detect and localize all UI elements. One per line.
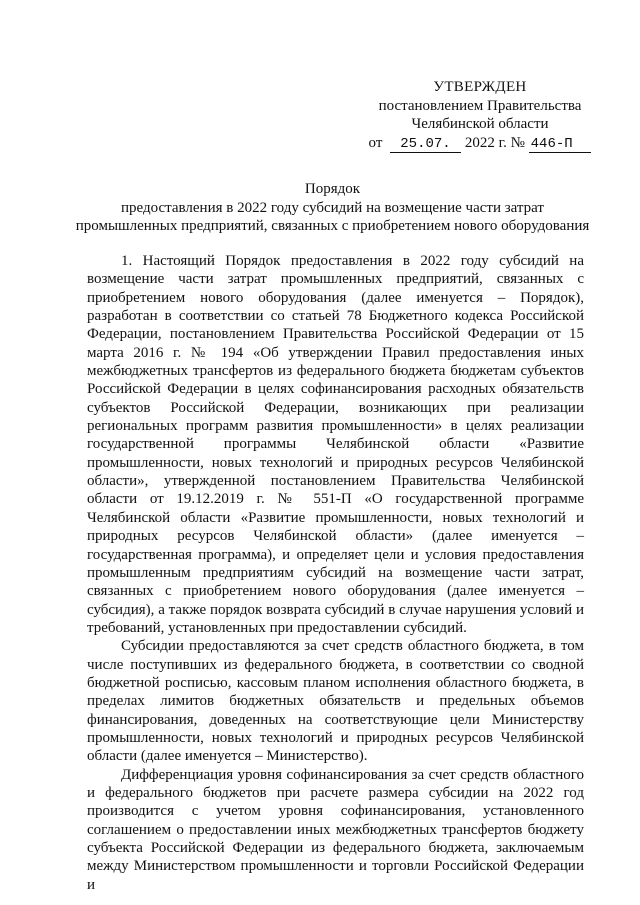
paragraph-2: Субсидии предоставляются за счет средств областного бюджета, в том числе поступивших из федерального бюджета, в соответствии со сводной бюджетной росписью, кассовым планом исполнения областного бюджета, в пределах лимитов бюджетных обязательств и предельных объемов финансирования, доведенных на соответствующие цели Министерству промышленности, новых технологий и природных ресурсов Челябинской области (далее именуется – Министерство). bbox=[87, 638, 584, 765]
title-heading: Порядок bbox=[304, 181, 361, 197]
title-line-1: предоставления в 2022 году субсидий на возмещение части затрат bbox=[120, 199, 544, 216]
document-body bbox=[87, 252, 584, 894]
date-prefix: от bbox=[368, 134, 383, 151]
document-title bbox=[60, 180, 605, 236]
approval-date-line bbox=[360, 134, 600, 154]
approval-line-region: Челябинской области bbox=[411, 116, 549, 132]
resolution-number: 446-П bbox=[529, 136, 592, 153]
approval-line-resolution: постановлением Правительства bbox=[378, 97, 582, 114]
approval-title: УТВЕРЖДЕН bbox=[433, 79, 527, 95]
resolution-year: 2022 г. № bbox=[464, 134, 525, 151]
resolution-date: 25.07. bbox=[390, 136, 461, 153]
approval-block bbox=[360, 78, 600, 153]
paragraph-3: Дифференциация уровня софинансирования за счет средств областного и федерального бюджетов при расчете размера субсидии на 2022 год производится с учетом уровня софинансирования, установленного соглашением о предоставлении иных межбюджетных трансфертов бюджету субъекта Российской Федерации из федерального бюджета, заключаемым между Министерством промышленности и торговли Российской Федерации и bbox=[87, 766, 584, 893]
paragraph-1: 1. Настоящий Порядок предоставления в 2022 году субсидий на возмещение части затрат промышленных предприятий, связанных с приобретением нового оборудования (далее именуется – Порядок), разработан в соответствии со статьей 78 Бюджетного кодекса Российской Федерации, постановлением Правительства Российской Федерации от 15 марта 2016 г. № 194 «Об утверждении Правил предоставления иных межбюджетных трансфертов из федерального бюджета бюджетам субъектов Российской Федерации в целях софинансирования расходных обязательств субъектов Российской Федерации, возникающих при реализации региональных программ развития промышленности» в целях реализации государственной программы Челябинской области «Развитие промышленности, новых технологий и природных ресурсов Челябинской области», утвержденной постановлением Правительства Челябинской области от 19.12.2019 г. № 551-П «О государственной программе Челябинской области «Развитие промышленности, новых технологий и природных ресурсов Челябинской области» (далее именуется – государственная программа), и определяет цели и условия предоставления промышленным предприятиям субсидий на возмещение части затрат, связанных с приобретением нового оборудования (далее именуется – субсидия), а также порядок возврата субсидий в случае нарушения условий и требований, установленных при предоставлении субсидий. bbox=[87, 253, 584, 636]
title-line-2: промышленных предприятий, связанных с приобретением нового оборудования bbox=[75, 218, 590, 234]
